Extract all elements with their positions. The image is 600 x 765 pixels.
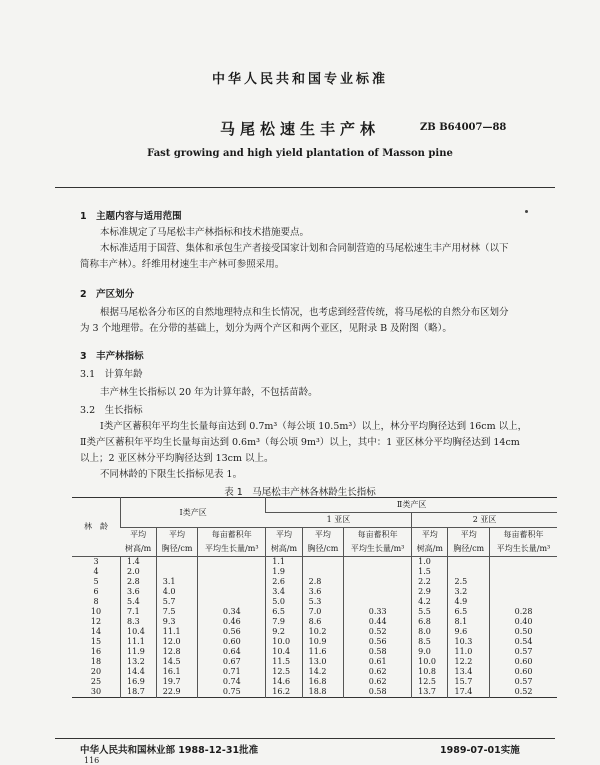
- value-cell: 0.71: [198, 667, 266, 677]
- value-cell: 13.2: [121, 657, 157, 667]
- value-cell: 0.57: [490, 647, 557, 657]
- value-cell: 18.8: [302, 687, 344, 698]
- value-cell: 8.0: [412, 627, 448, 637]
- section-1-heading: 1 主题内容与适用范围: [80, 211, 182, 222]
- section-2-heading: 2 产区划分: [80, 289, 135, 300]
- value-cell: [448, 557, 490, 568]
- value-cell: [302, 557, 344, 568]
- value-cell: 2.2: [412, 577, 448, 587]
- table-row: [72, 687, 557, 698]
- value-cell: [344, 577, 412, 587]
- value-cell: 2.0: [121, 567, 157, 577]
- avg-label: 平均: [156, 528, 198, 543]
- value-cell: 0.61: [344, 657, 412, 667]
- effective-date: 1989-07-01实施: [440, 745, 520, 756]
- value-cell: 16.8: [302, 677, 344, 687]
- dbh-label: 胸径/cm: [448, 542, 490, 557]
- value-cell: 13.0: [302, 657, 344, 667]
- value-cell: [198, 597, 266, 607]
- value-cell: 0.56: [344, 637, 412, 647]
- value-cell: 0.34: [198, 607, 266, 617]
- value-cell: 0.60: [490, 657, 557, 667]
- value-cell: 19.7: [156, 677, 198, 687]
- value-cell: 0.58: [344, 687, 412, 698]
- value-cell: 0.54: [490, 637, 557, 647]
- age-cell: 14: [90, 627, 102, 636]
- avg-label: 平均: [130, 530, 147, 539]
- value-cell: 17.4: [448, 687, 490, 698]
- value-cell: 8.5: [412, 637, 448, 647]
- value-cell: 9.2: [266, 627, 302, 637]
- value-cell: 5.5: [412, 607, 448, 617]
- value-cell: 6.8: [412, 617, 448, 627]
- avg-label: 平均: [302, 528, 344, 543]
- value-cell: [302, 567, 344, 577]
- value-cell: 0.33: [344, 607, 412, 617]
- value-cell: 14.5: [156, 657, 198, 667]
- table-row: [72, 637, 557, 647]
- value-cell: 0.74: [198, 677, 266, 687]
- subsection-3-2-para-a: Ⅰ类产区蓄积年平均生长量每亩达到 0.7m³（每公顷 10.5m³）以上，林分平均胸径达到 16cm 以上，: [100, 421, 528, 432]
- value-cell: 9.0: [412, 647, 448, 657]
- value-cell: 5.4: [121, 597, 157, 607]
- value-cell: 10.0: [412, 657, 448, 667]
- value-cell: 16.1: [156, 667, 198, 677]
- value-cell: 0.60: [490, 667, 557, 677]
- table-row: [72, 577, 557, 587]
- value-cell: 1.0: [412, 557, 448, 568]
- height-label: 树高/m: [412, 542, 448, 557]
- value-cell: 2.9: [412, 587, 448, 597]
- section-1-para-2b: 简称丰产林）。纤维用材速生丰产林可参照采用。: [80, 259, 285, 270]
- value-cell: 8.3: [121, 617, 157, 627]
- dbh-label: 胸径/cm: [156, 542, 198, 557]
- zone-1-header: Ⅰ类产区: [121, 498, 266, 528]
- table-row: [72, 617, 557, 627]
- standard-header: 中华人民共和国专业标准: [211, 72, 388, 87]
- age-cell: 6: [93, 587, 99, 596]
- value-cell: 11.1: [121, 637, 157, 647]
- value-cell: 10.3: [448, 637, 490, 647]
- value-cell: 9.3: [156, 617, 198, 627]
- age-cell: 25: [90, 677, 102, 686]
- subsection-3-2-heading: 3.2 生长指标: [80, 405, 143, 416]
- value-cell: 3.4: [266, 587, 302, 597]
- value-cell: 0.44: [344, 617, 412, 627]
- value-cell: 0.28: [490, 607, 557, 617]
- value-cell: 3.2: [448, 587, 490, 597]
- value-cell: [344, 557, 412, 568]
- value-cell: 12.0: [156, 637, 198, 647]
- value-cell: 4.9: [448, 597, 490, 607]
- age-cell: 20: [90, 667, 102, 676]
- value-cell: 6.5: [266, 607, 302, 617]
- table-row: [72, 597, 557, 607]
- value-cell: 3.6: [302, 587, 344, 597]
- value-cell: 10.4: [121, 627, 157, 637]
- value-cell: 10.9: [302, 637, 344, 647]
- avg-label: 平均: [266, 528, 302, 543]
- subsection-3-1-heading: 3.1 计算年龄: [80, 369, 143, 380]
- value-cell: [198, 587, 266, 597]
- value-cell: 1.4: [121, 557, 157, 568]
- table-row: [72, 627, 557, 637]
- avg-label: 平均: [412, 528, 448, 543]
- value-cell: [156, 557, 198, 568]
- age-cell: 30: [90, 687, 102, 696]
- value-cell: 8.1: [448, 617, 490, 627]
- value-cell: 3.6: [121, 587, 157, 597]
- value-cell: 2.5: [448, 577, 490, 587]
- value-cell: 12.5: [412, 677, 448, 687]
- value-cell: 7.1: [121, 607, 157, 617]
- value-cell: 4.0: [156, 587, 198, 597]
- table-caption: 表 1 马尾松丰产林各林龄生长指标: [224, 487, 376, 498]
- value-cell: 0.57: [490, 677, 557, 687]
- dbh-label: 胸径/cm: [302, 542, 344, 557]
- value-cell: 11.6: [302, 647, 344, 657]
- value-cell: 14.2: [302, 667, 344, 677]
- header-rule: [55, 187, 555, 188]
- value-cell: 0.52: [490, 687, 557, 698]
- table-row: [72, 657, 557, 667]
- height-label: 树高/m: [121, 542, 157, 557]
- age-cell: 12: [90, 617, 102, 626]
- value-cell: 15.7: [448, 677, 490, 687]
- value-cell: 5.7: [156, 597, 198, 607]
- value-cell: 2.8: [121, 577, 157, 587]
- table-row: [72, 647, 557, 657]
- value-cell: 9.6: [448, 627, 490, 637]
- table-row: [72, 567, 557, 577]
- age-cell: 18: [90, 657, 102, 666]
- value-cell: 6.5: [448, 607, 490, 617]
- age-cell: 3: [93, 557, 99, 566]
- value-cell: [156, 567, 198, 577]
- value-cell: 0.46: [198, 617, 266, 627]
- value-cell: 2.8: [302, 577, 344, 587]
- value-cell: 12.8: [156, 647, 198, 657]
- subzone-2-header: 2 亚区: [412, 513, 557, 528]
- value-cell: 1.1: [266, 557, 302, 568]
- value-cell: 2.6: [266, 577, 302, 587]
- footer-rule: [55, 738, 555, 739]
- value-cell: 8.6: [302, 617, 344, 627]
- value-cell: 13.7: [412, 687, 448, 698]
- age-cell: 15: [90, 637, 102, 646]
- growth-index-table: [72, 497, 557, 698]
- volume-label-bottom: 平均生长量/m³: [198, 542, 266, 557]
- value-cell: [344, 587, 412, 597]
- age-cell: 4: [93, 567, 99, 576]
- value-cell: 12.2: [448, 657, 490, 667]
- table-row: [72, 607, 557, 617]
- subsection-3-2-para-c: 以上；2 亚区林分平均胸径达到 13cm 以上。: [80, 453, 274, 464]
- subsection-3-2-para-d: 不同林龄的下限生长指标见表 1。: [100, 469, 243, 480]
- age-cell: 10: [90, 607, 102, 616]
- value-cell: 0.75: [198, 687, 266, 698]
- value-cell: 0.62: [344, 677, 412, 687]
- value-cell: 11.5: [266, 657, 302, 667]
- zone-2-header: Ⅱ类产区: [266, 498, 557, 513]
- volume-label-top: 每亩蓄积年: [344, 528, 412, 543]
- table-row: [72, 587, 557, 597]
- value-cell: 14.4: [121, 667, 157, 677]
- value-cell: [490, 557, 557, 568]
- page-number: 116: [84, 756, 100, 765]
- value-cell: 10.0: [266, 637, 302, 647]
- volume-label-bottom: 平均生长量/m³: [344, 542, 412, 557]
- value-cell: [198, 577, 266, 587]
- value-cell: [198, 567, 266, 577]
- table-row: [72, 667, 557, 677]
- value-cell: 0.60: [198, 637, 266, 647]
- subzone-1-header: 1 亚区: [266, 513, 412, 528]
- value-cell: [344, 567, 412, 577]
- value-cell: 16.9: [121, 677, 157, 687]
- value-cell: 11.0: [448, 647, 490, 657]
- section-2-para-a: 根据马尾松各分布区的自然地理特点和生长情况，也考虑到经营传统，将马尾松的自然分布区划分: [100, 307, 509, 318]
- avg-label: 平均: [448, 528, 490, 543]
- value-cell: [198, 557, 266, 568]
- value-cell: [490, 597, 557, 607]
- approval-note: 中华人民共和国林业部 1988-12-31批准: [80, 745, 259, 756]
- value-cell: 0.56: [198, 627, 266, 637]
- value-cell: 5.3: [302, 597, 344, 607]
- section-1-para-2a: 木标准适用于国营、集体和承包生产者接受国家计划和合同制营造的马尾松速生丰产用材林（以下: [100, 243, 509, 254]
- value-cell: 7.5: [156, 607, 198, 617]
- value-cell: 0.58: [344, 647, 412, 657]
- scan-speck: [525, 210, 528, 213]
- value-cell: [344, 597, 412, 607]
- value-cell: 0.52: [344, 627, 412, 637]
- value-cell: 4.2: [412, 597, 448, 607]
- section-3-heading: 3 丰产林指标: [80, 351, 144, 362]
- section-2-para-b: 为 3 个地理带。在分带的基础上，划分为两个产区和两个亚区，见附录 B 及附图（略）。: [80, 323, 452, 334]
- value-cell: 0.40: [490, 617, 557, 627]
- value-cell: 12.5: [266, 667, 302, 677]
- value-cell: 1.9: [266, 567, 302, 577]
- value-cell: 1.5: [412, 567, 448, 577]
- value-cell: 22.9: [156, 687, 198, 698]
- volume-label-top: 每亩蓄积年: [198, 528, 266, 543]
- age-cell: 5: [93, 577, 99, 586]
- section-1-para-1: 本标准规定了马尾松丰产林指标和技术措施要点。: [100, 227, 310, 238]
- standard-code: ZB B64007—88: [420, 122, 507, 133]
- value-cell: 0.62: [344, 667, 412, 677]
- age-column-header: 林 龄: [72, 498, 121, 557]
- age-cell: 16: [90, 647, 102, 656]
- value-cell: 13.4: [448, 667, 490, 677]
- table-row: [72, 677, 557, 687]
- subsection-3-2-para-b: Ⅱ类产区蓄积年平均生长量每亩达到 0.6m³（每公顷 9m³）以上，其中：1 亚区林分平均胸径达到 14cm: [80, 437, 520, 448]
- value-cell: 0.67: [198, 657, 266, 667]
- value-cell: [490, 577, 557, 587]
- english-title: Fast growing and high yield plantation of Masson pine: [147, 148, 453, 159]
- value-cell: 16.2: [266, 687, 302, 698]
- volume-label-bottom: 平均生长量/m³: [490, 542, 557, 557]
- value-cell: 7.9: [266, 617, 302, 627]
- table-row: [72, 557, 557, 568]
- document-title: 马尾松速生丰产林: [219, 120, 380, 138]
- value-cell: [490, 567, 557, 577]
- subsection-3-1-para: 丰产林生长指标以 20 年为计算年龄，不包括苗龄。: [100, 387, 318, 398]
- value-cell: [490, 587, 557, 597]
- value-cell: 10.8: [412, 667, 448, 677]
- value-cell: 5.0: [266, 597, 302, 607]
- value-cell: 0.64: [198, 647, 266, 657]
- value-cell: 18.7: [121, 687, 157, 698]
- value-cell: 10.4: [266, 647, 302, 657]
- age-cell: 8: [93, 597, 99, 606]
- value-cell: 7.0: [302, 607, 344, 617]
- value-cell: [448, 567, 490, 577]
- value-cell: 3.1: [156, 577, 198, 587]
- value-cell: 14.6: [266, 677, 302, 687]
- value-cell: 10.2: [302, 627, 344, 637]
- value-cell: 11.1: [156, 627, 198, 637]
- height-label: 树高/m: [266, 542, 302, 557]
- volume-label-top: 每亩蓄积年: [490, 528, 557, 543]
- value-cell: 11.9: [121, 647, 157, 657]
- value-cell: 0.50: [490, 627, 557, 637]
